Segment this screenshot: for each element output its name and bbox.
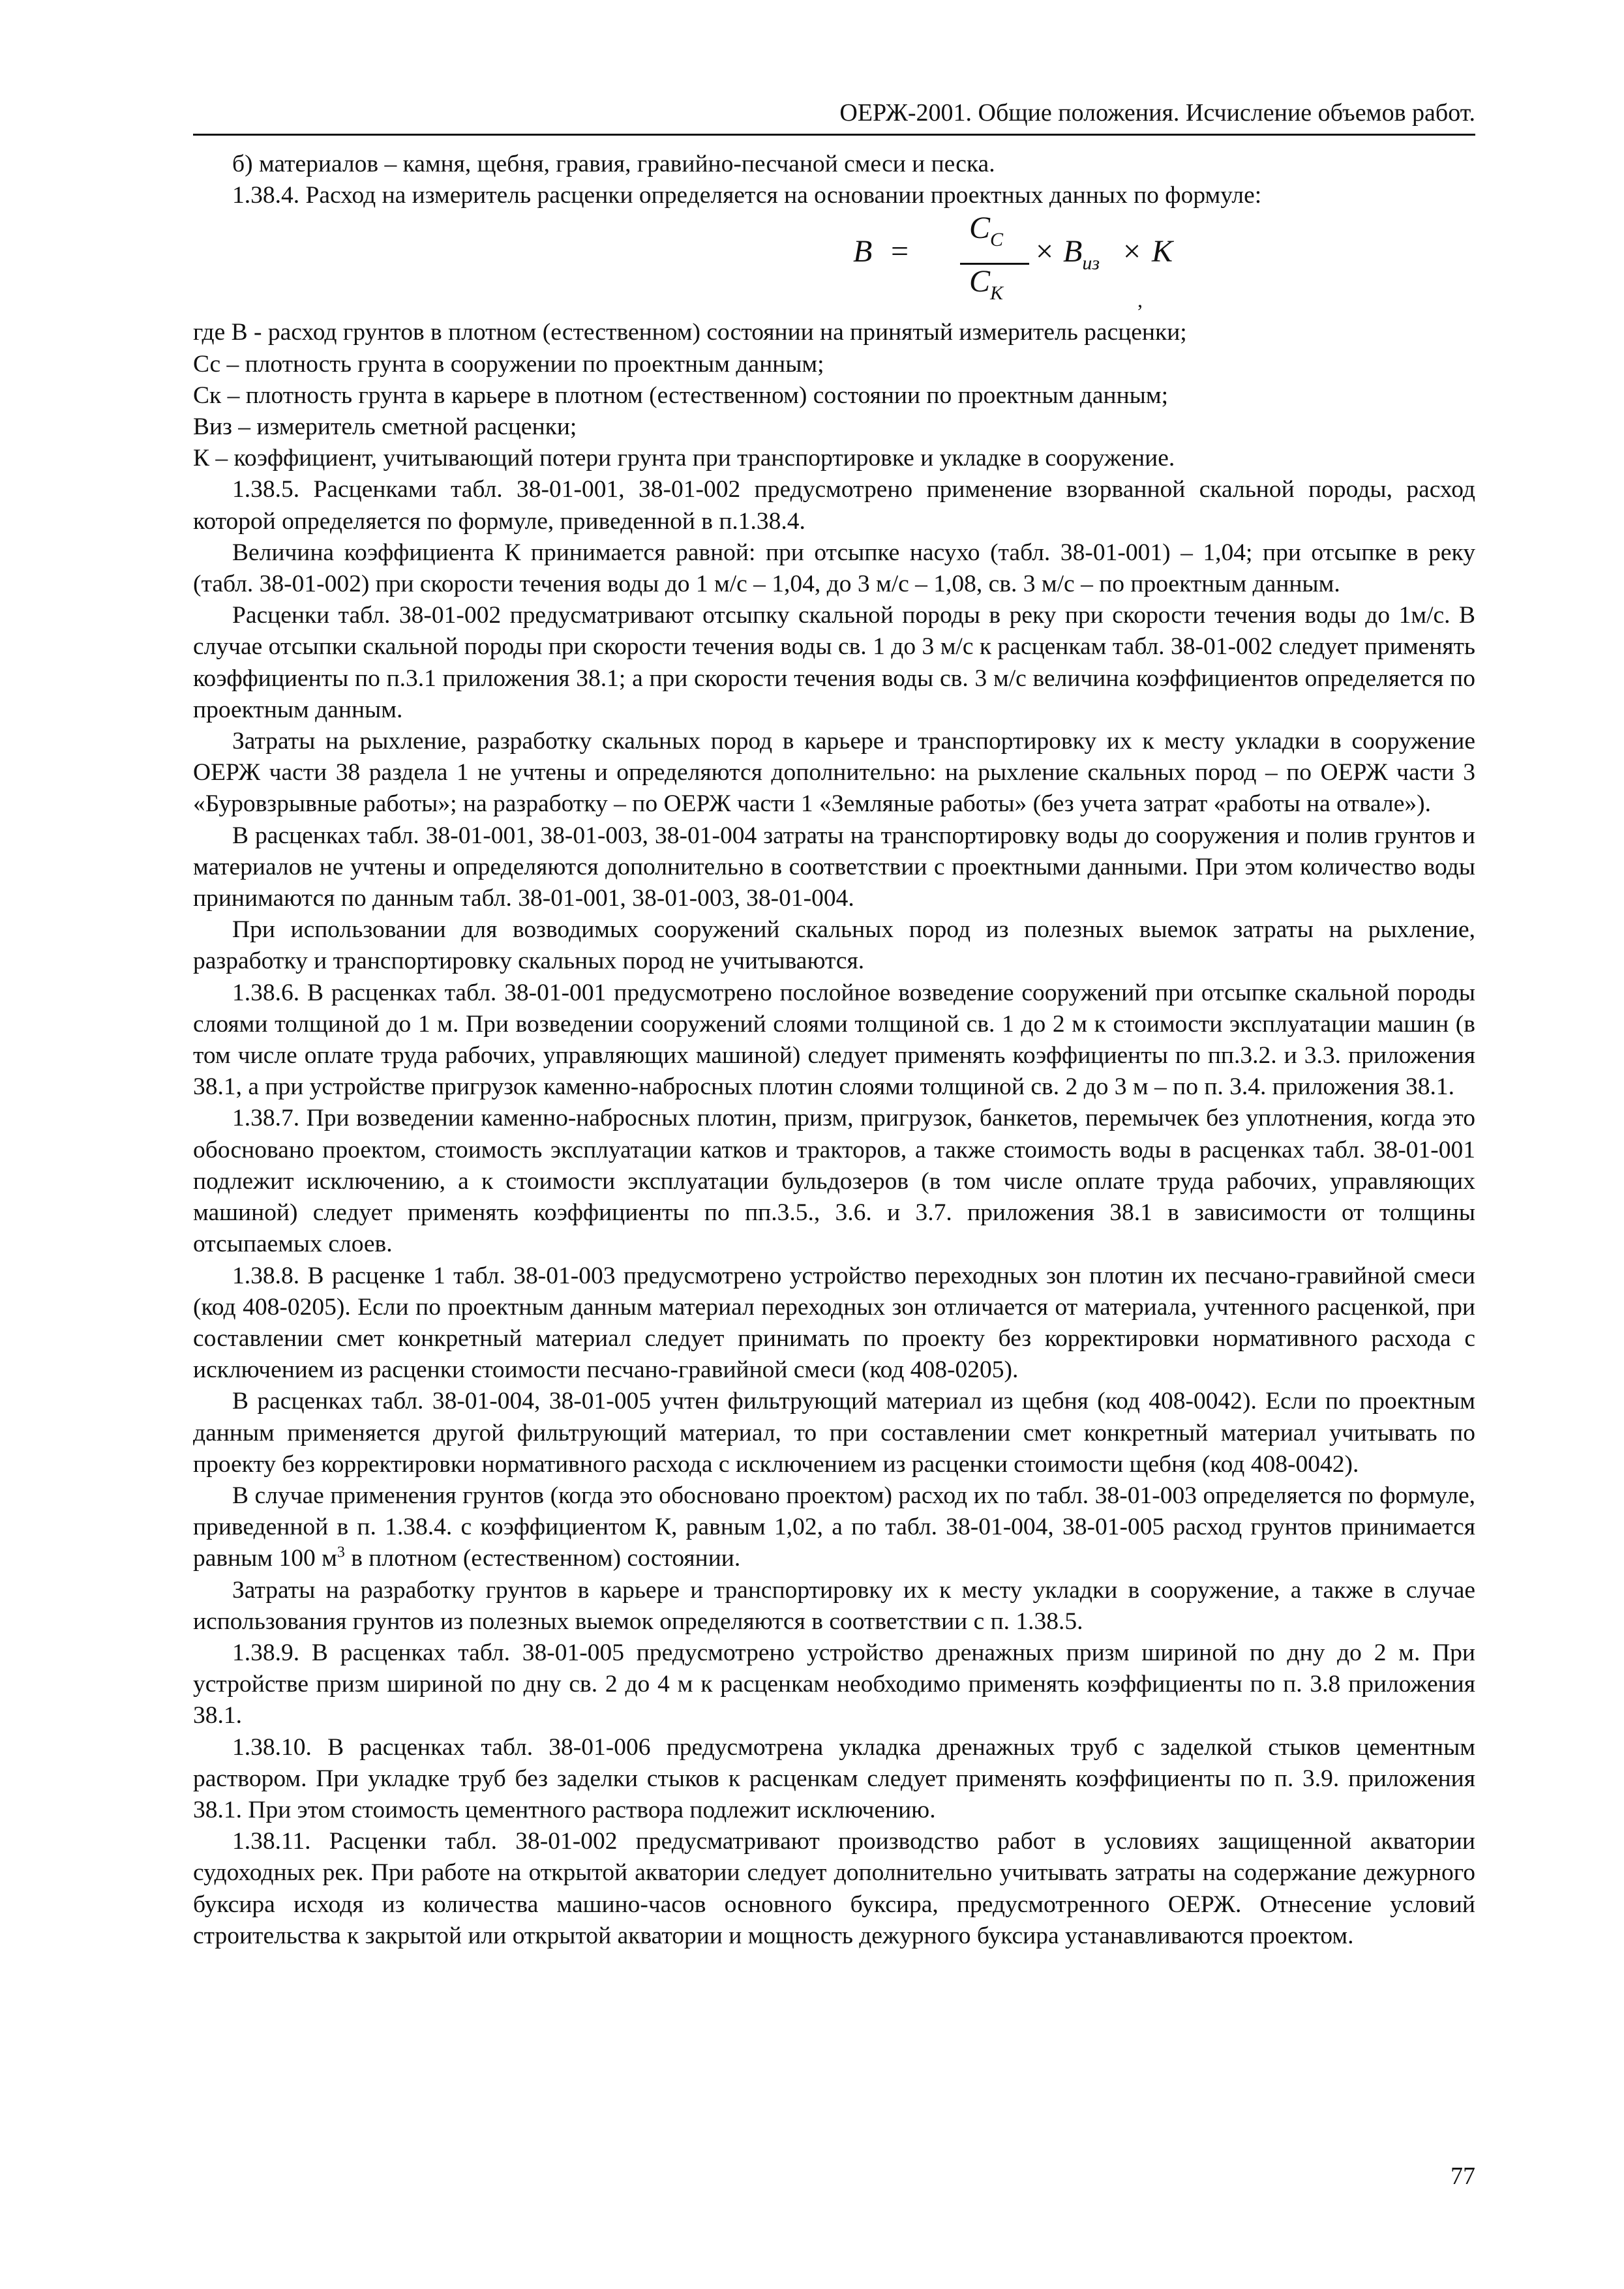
paragraph: 1.38.4. Расход на измеритель расценки определяется на основании проектных данных по формуле: [232, 182, 1262, 209]
formula-mid-symbol: B [1063, 234, 1083, 269]
paragraph [193, 411, 1475, 443]
paragraph [193, 1480, 1475, 1575]
paragraph [193, 1386, 1475, 1480]
paragraph [193, 1638, 1475, 1732]
paragraph-text: Виз – измеритель сметной расценки; [193, 413, 577, 441]
paragraph-text: 1.38.6. В расценках табл. 38-01-001 предусмотрено послойное возведение сооружений при отсыпке скальной породы слоями толщиной до 1 м. При возведении сооружений слоями толщиной св. 1 до 2 м к стоимости эксплуатации машин (в том числе оплате труда рабочих, управляющих машиной) следует применять коэффициенты по пп.3.2. и 3.3. приложения 38.1, а при устройстве пригрузок каменно-набросных плотин слоями толщиной св. 2 до 3 м – по п. 3.4. приложения 38.1. [193, 979, 1475, 1101]
paragraph-text: При использовании для возводимых сооружений скальных пород из полезных выемок затраты на рыхление, разработку и транспортировку скальных пород не учитываются. [193, 916, 1475, 975]
paragraph [193, 914, 1475, 977]
page-body [193, 149, 1475, 1952]
paragraph [193, 537, 1475, 600]
paragraph-text: В расценках табл. 38-01-001, 38-01-003, 38-01-004 затраты на транспортировку воды до сооружения и полив грунтов и материалов не учтены и определяются дополнительно в соответствии с проектными данными. При этом количество воды принимаются по данным табл. 38-01-001, 38-01-003, 38-01-004. [193, 822, 1475, 912]
page-header: ОЕРЖ-2001. Общие положения. Исчисление объемов работ. [839, 99, 1475, 127]
formula-denominator-symbol: C [969, 264, 991, 299]
paragraph-text-after: в плотном (естественном) состоянии. [344, 1545, 741, 1572]
page-number: 77 [1451, 2162, 1475, 2190]
formula-denominator-subscript: К [990, 282, 1003, 305]
paragraph [193, 443, 1475, 474]
formula-denominator [969, 264, 1003, 305]
paragraph [193, 820, 1475, 915]
paragraph-text: В случае применения грунтов (когда это обосновано проектом) расход их по табл. 38-01-003 определяется по формуле, приведенной в п. 1.38.4. с коэффициентом К, равным 1,02, а по табл. 38-01-004, 38-01-005 расход грунтов принимается равным 100 м [193, 1482, 1475, 1572]
paragraph [193, 349, 1475, 380]
paragraph [193, 1732, 1475, 1827]
paragraph [193, 1826, 1475, 1952]
paragraph-text: 1.38.8. В расценке 1 табл. 38-01-003 предусмотрено устройство переходных зон плотин их песчано-гравийной смеси (код 408-0205). Если по проектным данным материал переходных зон отличается от материала, учтенного расценкой, при составлении смет конкретный материал следует принимать по проекту без корректировки нормативного расхода с исключением из расценки стоимости песчано-гравийной смеси (код 408-0205). [193, 1262, 1475, 1384]
paragraph-text: В расценках табл. 38-01-004, 38-01-005 учтен фильтрующий материал из щебня (код 408-0042). Если по проектным данным применяется другой фильтрующий материал, то при составлении смет конкретный материал учитывать по проекту без корректировки нормативного расхода с исключением из расценки стоимости щебня (код 408-0042). [193, 1388, 1475, 1478]
paragraph-text: 1.38.7. При возведении каменно-набросных плотин, призм, пригрузок, банкетов, перемычек без уплотнения, когда это обосновано проектом, стоимость эксплуатации катков и тракторов, а также стоимость воды в расценках табл. 38-01-001 подлежит исключению, а к стоимости эксплуатации бульдозеров (в том числе оплате труда рабочих, управляющих машиной) следует применять коэффициенты по пп.3.5., 3.6. и 3.7. приложения 38.1 в зависимости от толщины отсыпаемых слоев. [193, 1105, 1475, 1258]
formula-numerator-subscript: C [990, 229, 1004, 251]
paragraph-text: 1.38.9. В расценках табл. 38-01-005 предусмотрено устройство дренажных призм шириной по дну до 2 м. При устройстве призм шириной по дну св. 2 до 4 м к расценкам необходимо применять коэффициенты по п. 3.8 приложения 38.1. [193, 1639, 1475, 1729]
paragraph: б) материалов – камня, щебня, гравия, гравийно-песчаной смеси и песка. [232, 151, 995, 177]
paragraph-text: Расценки табл. 38-01-002 предусматривают отсыпку скальной породы в реку при скорости течения воды до 1м/с. В случае отсыпки скальной породы при скорости течения воды св. 1 до 3 м/с к расценкам табл. 38-01-002 следует применять коэффициенты по п.3.1 приложения 38.1; а при скорости течения воды св. 3 м/с величина коэффициентов определяется по проектным данным. [193, 602, 1475, 723]
paragraph [193, 380, 1475, 411]
paragraph-text: где В - расход грунтов в плотном (естественном) состоянии на принятый измеритель расценки; [193, 319, 1187, 346]
formula-equals: = [891, 234, 909, 269]
formula-numerator-symbol: C [969, 211, 991, 246]
paragraph-text: Затраты на разработку грунтов в карьере и транспортировку их к месту укладки в сооружение, а также в случае использования грунтов из полезных выемок определяются в соответствии с п. 1.38.5. [193, 1576, 1475, 1635]
formula-numerator [969, 211, 1004, 251]
paragraph-text: 1.38.5. Расценками табл. 38-01-001, 38-01-002 предусмотрено применение взорванной скальной породы, расход которой определяется по формуле, приведенной в п.1.38.4. [193, 476, 1475, 535]
formula-times-2: × [1123, 234, 1141, 269]
paragraph-list [193, 317, 1475, 1952]
formula-times-1: × [1036, 234, 1054, 269]
paragraph-text: К – коэффициент, учитывающий потери грунта при транспортировке и укладке в сооружение. [193, 445, 1175, 472]
formula-mid-subscript: из [1082, 252, 1100, 275]
header-divider [193, 134, 1475, 136]
paragraph-text: Затраты на рыхление, разработку скальных пород в карьере и транспортировку их к месту укладки в сооружение ОЕРЖ части 38 раздела 1 не учтены и определяются дополнительно: на рыхление скальных пород – по ОЕРЖ части 3 «Буровзрывные работы»; на разработку – по ОЕРЖ части 1 «Земляные работы» (без учета затрат «работы на отвале»). [193, 728, 1475, 818]
paragraph-text: Величина коэффициента К принимается равной: при отсыпке насухо (табл. 38-01-001) – 1,04; при отсыпке в реку (табл. 38-01-002) при скорости течения воды до 1 м/с – 1,04, до 3 м/с – 1,08, св. 3 м/с – по проектным данным. [193, 539, 1475, 598]
paragraph [193, 474, 1475, 537]
paragraph [193, 1261, 1475, 1386]
formula [193, 211, 1475, 317]
paragraph [193, 726, 1475, 820]
paragraph-text: 1.38.10. В расценках табл. 38-01-006 предусмотрена укладка дренажных труб с заделкой стыков цементным раствором. При укладке труб без заделки стыков к расценкам следует применять коэффициенты по п. 3.9. приложения 38.1. При этом стоимость цементного раствора подлежит исключению. [193, 1733, 1475, 1823]
paragraph [193, 978, 1475, 1103]
formula-lhs: B [853, 234, 873, 269]
formula-comma: , [1137, 288, 1143, 312]
paragraph-text: 1.38.11. Расценки табл. 38-01-002 предусматривают производство работ в условиях защищенной акватории судоходных рек. При работе на открытой акватории следует дополнительно учитывать затраты на содержание дежурного буксира исходя из количества машино-часов основного буксира, предусмотренного ОЕРЖ. Отнесение условий строительства к закрытой или открытой акватории и мощность дежурного буксира устанавливаются проектом. [193, 1828, 1475, 1949]
paragraph [193, 1575, 1475, 1638]
paragraph-text: Сс – плотность грунта в сооружении по проектным данным; [193, 350, 824, 378]
paragraph-text: Ск – плотность грунта в карьере в плотном (естественном) состоянии по проектным данным; [193, 382, 1168, 409]
formula-mid [1063, 234, 1100, 275]
paragraph [193, 1103, 1475, 1260]
superscript: 3 [337, 1544, 345, 1561]
paragraph [193, 317, 1475, 348]
formula-rhs: К [1152, 234, 1173, 269]
paragraph [193, 600, 1475, 726]
